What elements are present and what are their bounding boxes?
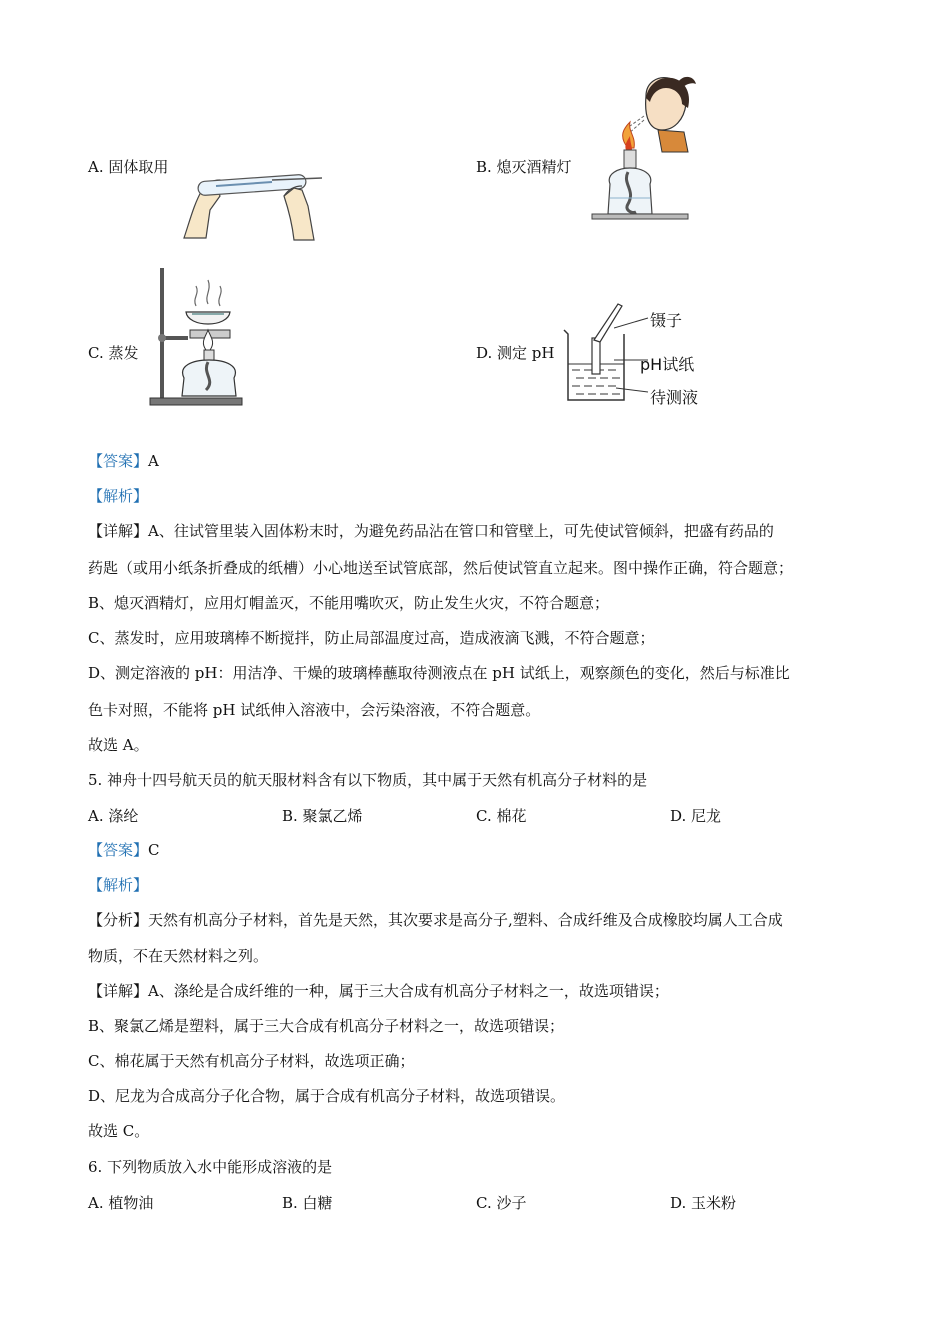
figure-evaporation xyxy=(146,266,244,408)
q5-answer-line: 【答案】C xyxy=(88,841,160,859)
q4-detail-line-1: 【详解】A、往试管里装入固体粉末时，为避免药品沾在管口和管壁上，可先使试管倾斜，把盛有药品的 xyxy=(88,522,774,540)
q5-detail-line-1: 【详解】A、涤纶是合成纤维的一种，属于三大合成有机高分子材料之一，故选项错误； xyxy=(88,982,669,1000)
q5-answer-value: C xyxy=(148,841,160,859)
option-b-label: B. 熄灭酒精灯 xyxy=(476,158,572,176)
figure-solid-loading xyxy=(176,160,328,244)
q5-detail-line-3: C、棉花属于天然有机高分子材料，故选项正确； xyxy=(88,1052,415,1070)
q4-answer-line xyxy=(88,451,159,471)
q4-detail-line-4: C、蒸发时，应用玻璃棒不断搅拌，防止局部温度过高，造成液滴飞溅，不符合题意； xyxy=(88,629,655,647)
q6-option-b: B. 白糖 xyxy=(282,1194,333,1212)
q4-conclusion: 故选 A。 xyxy=(88,736,149,754)
q5-conclusion: 故选 C。 xyxy=(88,1122,150,1140)
option-a-label: A. 固体取用 xyxy=(88,158,169,176)
figure-extinguish-lamp xyxy=(588,74,700,244)
q5-analysis-tag: 【解析】 xyxy=(88,876,149,894)
label-solution: 待测液 xyxy=(650,388,699,407)
q5-detail-line-2: B、聚氯乙烯是塑料，属于三大合成有机高分子材料之一，故选项错误； xyxy=(88,1017,565,1035)
q4-detail-line-3: B、熄灭酒精灯，应用灯帽盖灭，不能用嘴吹灭，防止发生火灾，不符合题意； xyxy=(88,594,610,612)
q5-option-d: D. 尼龙 xyxy=(670,807,722,825)
q6-option-d: D. 玉米粉 xyxy=(670,1194,737,1212)
q4-detail-line-6: 色卡对照，不能将 pH 试纸伸入溶液中，会污染溶液，不符合题意。 xyxy=(88,701,541,719)
label-tweezers: 镊子 xyxy=(650,311,683,330)
q5-question: 5. 神舟十四号航天员的航天服材料含有以下物质，其中属于天然有机高分子材料的是 xyxy=(88,771,648,789)
option-c-label: C. 蒸发 xyxy=(88,344,139,362)
q4-detail-line-5: D、测定溶液的 pH：用洁净、干燥的玻璃棒蘸取待测液点在 pH 试纸上，观察颜色的变化，然后与标准比 xyxy=(88,664,790,682)
q4-analysis-tag: 【解析】 xyxy=(88,487,149,505)
q5-analysis-line-2: 物质，不在天然材料之列。 xyxy=(88,947,269,965)
q5-analysis-line-1: 【分析】天然有机高分子材料，首先是天然，其次要求是高分子,塑料、合成纤维及合成橡胶均属人工合成 xyxy=(88,911,783,929)
q4-detail-line-2: 药匙（或用小纸条折叠成的纸槽）小心地送至试管底部，然后使试管直立起来。图中操作正确，符合题意； xyxy=(88,559,794,577)
answer-value: A xyxy=(148,452,159,470)
figure-d-pointer-lines xyxy=(614,306,650,396)
answer-tag: 【答案】 xyxy=(88,452,149,470)
q5-option-c: C. 棉花 xyxy=(476,807,527,825)
option-d-label: D. 测定 pH xyxy=(476,344,555,362)
q6-question: 6. 下列物质放入水中能形成溶液的是 xyxy=(88,1158,333,1176)
q5-option-a: A. 涤纶 xyxy=(88,807,139,825)
q5-option-b: B. 聚氯乙烯 xyxy=(282,807,363,825)
label-ph-paper: pH试纸 xyxy=(640,355,695,374)
q5-detail-line-4: D、尼龙为合成高分子化合物，属于合成有机高分子材料，故选项错误。 xyxy=(88,1087,566,1105)
q6-option-a: A. 植物油 xyxy=(88,1194,154,1212)
q6-option-c: C. 沙子 xyxy=(476,1194,527,1212)
